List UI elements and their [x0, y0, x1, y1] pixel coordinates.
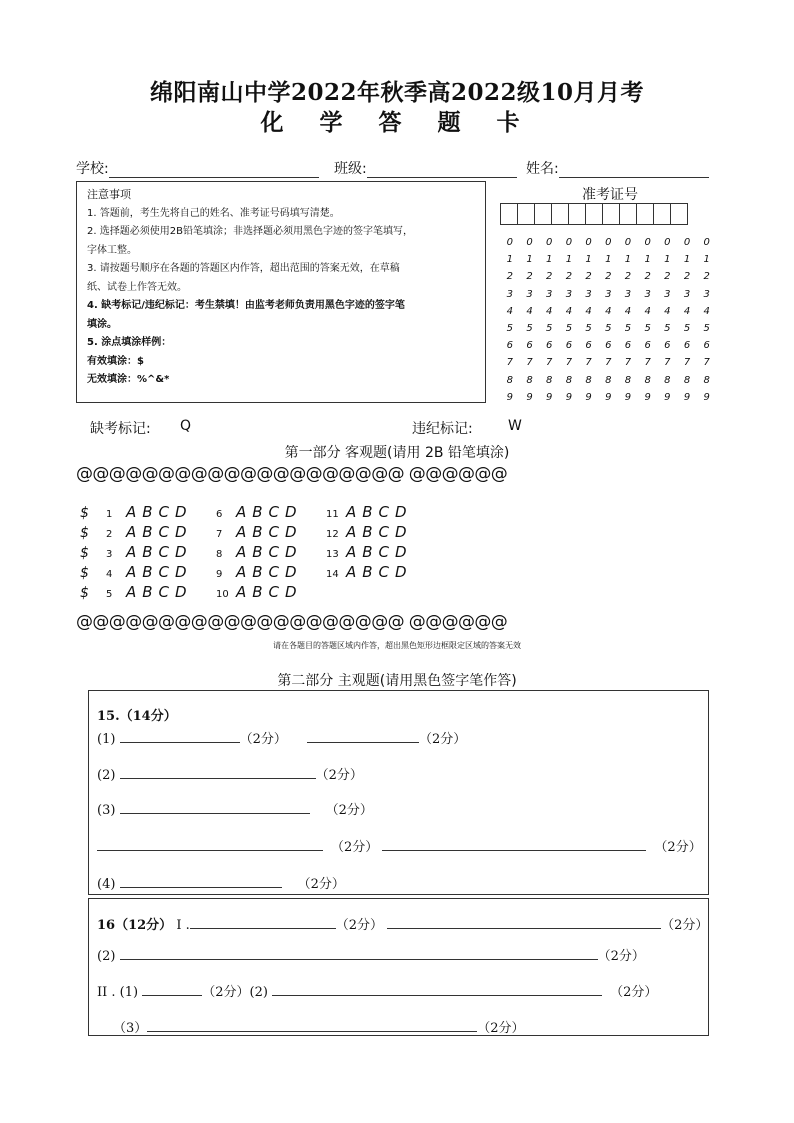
digit-bubble[interactable]: 1 [506, 254, 514, 266]
answer-blank[interactable] [97, 838, 323, 851]
answer-options[interactable]: ABCD [236, 583, 303, 601]
violation-mark: 违纪标记: [412, 421, 473, 437]
digit-bubble[interactable]: 5 [624, 323, 632, 334]
question-15-box [88, 690, 709, 895]
digit-bubble[interactable]: 1 [605, 254, 612, 266]
digit-bubble[interactable]: 8 [624, 374, 632, 386]
digit-bubble[interactable]: 5 [585, 323, 592, 334]
digit-bubble[interactable]: 4 [703, 305, 710, 317]
answer-options[interactable]: ABCD [236, 503, 303, 521]
digit-bubble[interactable]: 9 [664, 391, 671, 403]
digit-bubble[interactable]: 4 [565, 305, 573, 317]
q15-part1: (1) （2分） （2分） [97, 732, 467, 747]
digit-bubble[interactable]: 5 [526, 323, 533, 334]
answer-options[interactable]: ABCD [126, 543, 193, 561]
digit-bubble[interactable]: 1 [644, 254, 651, 266]
name-blank[interactable] [559, 163, 709, 178]
digit-bubble[interactable]: 1 [585, 254, 592, 266]
answer-options[interactable]: ABCD [126, 503, 193, 521]
digit-bubble[interactable]: 0 [683, 237, 691, 248]
admission-digit-box[interactable] [653, 203, 671, 225]
digit-bubble[interactable]: 6 [585, 340, 592, 352]
digit-bubble[interactable]: 5 [565, 323, 573, 334]
answer-blank[interactable] [272, 983, 602, 996]
admission-digit-box[interactable] [500, 203, 518, 225]
choice-question [216, 522, 303, 541]
digit-bubble[interactable]: 2 [546, 271, 553, 283]
digit-bubble[interactable]: 9 [506, 391, 514, 403]
answer-options[interactable]: ABCD [126, 523, 193, 541]
digit-bubble[interactable]: 9 [526, 391, 533, 403]
digit-bubble[interactable]: 4 [683, 305, 691, 317]
fill-mark: $ [80, 545, 89, 561]
digit-bubble[interactable]: 7 [605, 357, 612, 369]
answer-blank[interactable] [120, 947, 598, 960]
digit-bubble[interactable]: 8 [664, 374, 671, 386]
digit-bubble[interactable]: 4 [624, 305, 632, 317]
q16-part2: (2) （2分） [97, 949, 645, 964]
notice-item: 1. 答题前，考生先将自己的姓名、准考证号码填写清楚。 [87, 207, 340, 219]
choice-question [80, 562, 193, 581]
q16-part1: 16（12分） I . （2分） （2分） [97, 918, 709, 933]
digit-bubble[interactable]: 3 [585, 288, 592, 300]
digit-bubble[interactable]: 5 [546, 323, 553, 334]
digit-bubble[interactable]: 8 [546, 374, 553, 386]
digit-bubble[interactable]: 4 [664, 305, 671, 317]
admission-number-title: 准考证号 [582, 187, 638, 203]
digit-bubble[interactable]: 5 [683, 323, 691, 334]
digit-bubble[interactable]: 0 [664, 237, 671, 248]
digit-bubble[interactable]: 2 [506, 271, 514, 283]
digit-bubble[interactable]: 3 [664, 288, 671, 300]
admission-digit-row [500, 323, 717, 334]
digit-bubble[interactable]: 0 [506, 237, 514, 248]
class-blank[interactable] [367, 163, 517, 178]
digit-bubble[interactable]: 7 [664, 357, 671, 369]
admission-digit-row [500, 340, 717, 351]
digit-bubble[interactable]: 7 [644, 357, 651, 369]
admission-digit-box[interactable] [619, 203, 637, 225]
digit-bubble[interactable]: 3 [683, 288, 691, 300]
digit-bubble[interactable]: 9 [683, 391, 691, 403]
digit-bubble[interactable]: 7 [506, 357, 514, 369]
digit-bubble[interactable]: 3 [644, 288, 651, 300]
admission-digit-box[interactable] [602, 203, 620, 225]
question-number: 6 [216, 509, 223, 520]
digit-bubble[interactable]: 0 [585, 237, 592, 248]
digit-bubble[interactable]: 2 [605, 271, 612, 283]
admission-digit-row [500, 357, 717, 368]
digit-bubble[interactable]: 2 [624, 271, 632, 283]
digit-bubble[interactable]: 1 [664, 254, 671, 266]
digit-bubble[interactable]: 4 [506, 305, 514, 317]
digit-bubble[interactable]: 9 [585, 391, 592, 403]
name-label: 姓名: [526, 161, 559, 177]
digit-bubble[interactable]: 7 [526, 357, 533, 369]
answer-blank[interactable] [142, 983, 202, 996]
fill-mark: $ [80, 525, 89, 541]
digit-bubble[interactable]: 6 [565, 340, 573, 352]
absent-sample[interactable]: Q [180, 418, 192, 434]
absent-mark: 缺考标记: [90, 421, 151, 437]
digit-bubble[interactable]: 4 [644, 305, 651, 317]
digit-bubble[interactable]: 6 [506, 340, 514, 352]
answer-blank[interactable] [147, 1019, 477, 1032]
name-field[interactable] [526, 158, 709, 178]
notice-item: 纸、试卷上作答无效。 [87, 281, 187, 293]
admission-digit-row [500, 375, 717, 386]
fill-mark: $ [80, 505, 89, 521]
digit-bubble[interactable]: 7 [683, 357, 691, 369]
q16-II-part3: （3） （2分） [113, 1021, 525, 1036]
admission-digit-row [500, 237, 717, 248]
class-label: 班级: [334, 161, 367, 177]
school-blank[interactable] [109, 163, 319, 178]
digit-bubble[interactable]: 2 [565, 271, 573, 283]
digit-bubble[interactable]: 9 [605, 391, 612, 403]
admission-digit-row [500, 271, 717, 282]
admission-digit-box[interactable] [670, 203, 688, 225]
choice-question [326, 502, 413, 521]
digit-bubble[interactable]: 7 [565, 357, 573, 369]
digit-bubble[interactable]: 3 [703, 288, 710, 300]
digit-bubble[interactable]: 0 [546, 237, 553, 248]
timing-marks-bottom: @@@@@@@@@@@@@@@@@@@@ @@@@@@ [76, 612, 508, 632]
violation-sample[interactable]: W [508, 418, 522, 434]
digit-bubble[interactable]: 3 [506, 288, 514, 300]
digit-bubble[interactable]: 4 [585, 305, 592, 317]
choice-question [80, 542, 193, 561]
exam-title: 绵阳南山中学2022年秋季高2022级10月月考 [149, 79, 645, 106]
digit-bubble[interactable]: 3 [546, 288, 553, 300]
admission-digit-row [500, 306, 717, 317]
admission-digit-box[interactable] [517, 203, 535, 225]
answer-blank[interactable] [387, 916, 661, 929]
choice-question [326, 522, 413, 541]
answer-options[interactable]: ABCD [126, 583, 193, 601]
answer-blank[interactable] [120, 730, 240, 743]
admission-digit-box[interactable] [551, 203, 569, 225]
digit-bubble[interactable]: 3 [526, 288, 533, 300]
choice-question [326, 562, 413, 581]
digit-bubble[interactable]: 5 [703, 323, 710, 334]
digit-bubble[interactable]: 6 [664, 340, 671, 352]
digit-bubble[interactable]: 8 [526, 374, 533, 386]
question-number: 7 [216, 529, 223, 540]
q15-part3-cont: （2分） （2分） [97, 836, 702, 855]
digit-bubble[interactable]: 6 [546, 340, 553, 352]
digit-bubble[interactable]: 8 [506, 374, 514, 386]
choice-question [216, 502, 303, 521]
notice-item: 5. 涂点填涂样例： [87, 337, 172, 348]
q16-II-part1: II . (1) （2分）(2) （2分） [97, 985, 658, 1000]
q15-part3: (3) （2分） [97, 803, 373, 818]
part1-title: 第一部分 客观题(请用 2B 铅笔填涂) [284, 445, 510, 461]
digit-bubble[interactable]: 3 [565, 288, 573, 300]
admission-digit-box[interactable] [585, 203, 603, 225]
digit-bubble[interactable]: 8 [683, 374, 691, 386]
question-number: 14 [326, 569, 339, 580]
school-field[interactable] [76, 158, 319, 178]
question-number: 9 [216, 569, 223, 580]
fill-mark: $ [80, 565, 89, 581]
digit-bubble[interactable]: 8 [703, 374, 710, 386]
digit-bubble[interactable]: 6 [644, 340, 651, 352]
digit-bubble[interactable]: 3 [605, 288, 612, 300]
choice-question [326, 542, 413, 561]
answer-options[interactable]: ABCD [346, 563, 413, 581]
notice-item: 4. 缺考标记/违纪标记：考生禁填！由监考老师负责用黑色字迹的签字笔 [87, 300, 405, 311]
digit-bubble[interactable]: 1 [546, 254, 553, 266]
digit-bubble[interactable]: 0 [644, 237, 651, 248]
invalid-fill-example: 无效填涂：%^&* [87, 374, 170, 385]
answer-blank[interactable] [382, 838, 646, 851]
choice-question [216, 582, 303, 601]
digit-bubble[interactable]: 7 [703, 357, 710, 369]
digit-bubble[interactable]: 3 [624, 288, 632, 300]
notice-item: 2. 选择题必须使用2B铅笔填涂；非选择题必须用黑色字迹的签字笔填写， [87, 226, 413, 237]
notice-item: 字体工整。 [87, 244, 137, 256]
digit-bubble[interactable]: 7 [624, 357, 632, 369]
question-number: 13 [326, 549, 339, 560]
digit-bubble[interactable]: 9 [703, 391, 710, 403]
question-number: 2 [106, 529, 113, 540]
timing-marks-top: @@@@@@@@@@@@@@@@@@@@ @@@@@@ [76, 464, 508, 484]
digit-bubble[interactable]: 6 [605, 340, 612, 352]
q15-part2: (2) （2分） [97, 768, 363, 783]
answer-blank[interactable] [190, 916, 336, 929]
choice-question [80, 502, 193, 521]
digit-bubble[interactable]: 5 [506, 323, 514, 334]
admission-digit-row [500, 254, 717, 265]
answer-options[interactable]: ABCD [236, 523, 303, 541]
notice-heading: 注意事项 [87, 188, 131, 201]
choice-question [80, 522, 193, 541]
admission-digit-box[interactable] [568, 203, 586, 225]
digit-bubble[interactable]: 7 [585, 357, 592, 369]
answer-options[interactable]: ABCD [346, 543, 413, 561]
digit-bubble[interactable]: 6 [683, 340, 691, 352]
digit-bubble[interactable]: 8 [605, 374, 612, 386]
digit-bubble[interactable]: 1 [703, 254, 710, 266]
q15-heading: 15.（14分） [97, 709, 177, 724]
notice-item: 填涂。 [87, 318, 117, 330]
choice-question [80, 582, 193, 601]
answer-blank[interactable] [307, 730, 419, 743]
digit-bubble[interactable]: 9 [644, 391, 651, 403]
school-label: 学校: [76, 161, 109, 177]
question-number: 4 [106, 569, 113, 580]
digit-bubble[interactable]: 8 [565, 374, 573, 386]
valid-fill-example: 有效填涂：$ [87, 355, 144, 367]
digit-bubble[interactable]: 2 [526, 271, 533, 283]
notice-item: 3. 请按题号顺序在各题的答题区内作答，超出范围的答案无效，在草稿 [87, 263, 400, 274]
admission-digit-box[interactable] [534, 203, 552, 225]
question-number: 12 [326, 529, 339, 540]
digit-bubble[interactable]: 1 [683, 254, 691, 266]
q15-part4: (4) （2分） [97, 877, 345, 892]
digit-bubble[interactable]: 0 [703, 237, 710, 248]
digit-bubble[interactable]: 6 [703, 340, 710, 352]
digit-bubble[interactable]: 4 [605, 305, 612, 317]
digit-bubble[interactable]: 2 [664, 271, 671, 283]
digit-bubble[interactable]: 0 [565, 237, 573, 248]
answer-options[interactable]: ABCD [346, 503, 413, 521]
admission-number-boxes[interactable] [500, 203, 688, 225]
digit-bubble[interactable]: 0 [605, 237, 612, 248]
part2-title: 第二部分 主观题(请用黑色签字笔作答) [277, 673, 517, 689]
digit-bubble[interactable]: 7 [546, 357, 553, 369]
admission-digit-row [500, 392, 717, 403]
digit-bubble[interactable]: 0 [624, 237, 632, 248]
digit-bubble[interactable]: 8 [585, 374, 592, 386]
digit-bubble[interactable]: 6 [624, 340, 632, 352]
digit-bubble[interactable]: 0 [526, 237, 533, 248]
admission-digit-row [500, 289, 717, 300]
answer-area-note: 请在各题目的答题区域内作答，超出黑色矩形边框限定区域的答案无效 [273, 641, 521, 650]
digit-bubble[interactable]: 9 [624, 391, 632, 403]
digit-bubble[interactable]: 1 [526, 254, 533, 266]
answer-blank[interactable] [120, 875, 282, 888]
choice-question [216, 562, 303, 581]
question-number: 8 [216, 549, 223, 560]
question-number: 3 [106, 549, 113, 560]
answer-sheet-subtitle: 化 学 答 题 卡 [260, 109, 534, 136]
question-16-box [88, 898, 709, 1036]
digit-bubble[interactable]: 2 [683, 271, 691, 283]
digit-bubble[interactable]: 2 [585, 271, 592, 283]
digit-bubble[interactable]: 1 [624, 254, 632, 266]
answer-blank[interactable] [120, 766, 316, 779]
digit-bubble[interactable]: 5 [644, 323, 651, 334]
question-number: 1 [106, 509, 113, 520]
digit-bubble[interactable]: 5 [605, 323, 612, 334]
digit-bubble[interactable]: 9 [565, 391, 573, 403]
answer-options[interactable]: ABCD [236, 563, 303, 581]
admission-digit-box[interactable] [636, 203, 654, 225]
answer-blank[interactable] [120, 801, 310, 814]
class-field[interactable] [334, 158, 517, 178]
question-number: 11 [326, 509, 339, 520]
digit-bubble[interactable]: 1 [565, 254, 573, 266]
digit-bubble[interactable]: 8 [644, 374, 651, 386]
digit-bubble[interactable]: 9 [546, 391, 553, 403]
digit-bubble[interactable]: 6 [526, 340, 533, 352]
question-number: 10 [216, 589, 229, 600]
answer-options[interactable]: ABCD [126, 563, 193, 581]
digit-bubble[interactable]: 2 [703, 271, 710, 283]
choice-question [216, 542, 303, 561]
digit-bubble[interactable]: 2 [644, 271, 651, 283]
notice-box [76, 181, 486, 403]
answer-options[interactable]: ABCD [236, 543, 303, 561]
answer-options[interactable]: ABCD [346, 523, 413, 541]
digit-bubble[interactable]: 4 [526, 305, 533, 317]
digit-bubble[interactable]: 4 [546, 305, 553, 317]
question-number: 5 [106, 589, 113, 600]
digit-bubble[interactable]: 5 [664, 323, 671, 334]
fill-mark: $ [80, 585, 89, 601]
